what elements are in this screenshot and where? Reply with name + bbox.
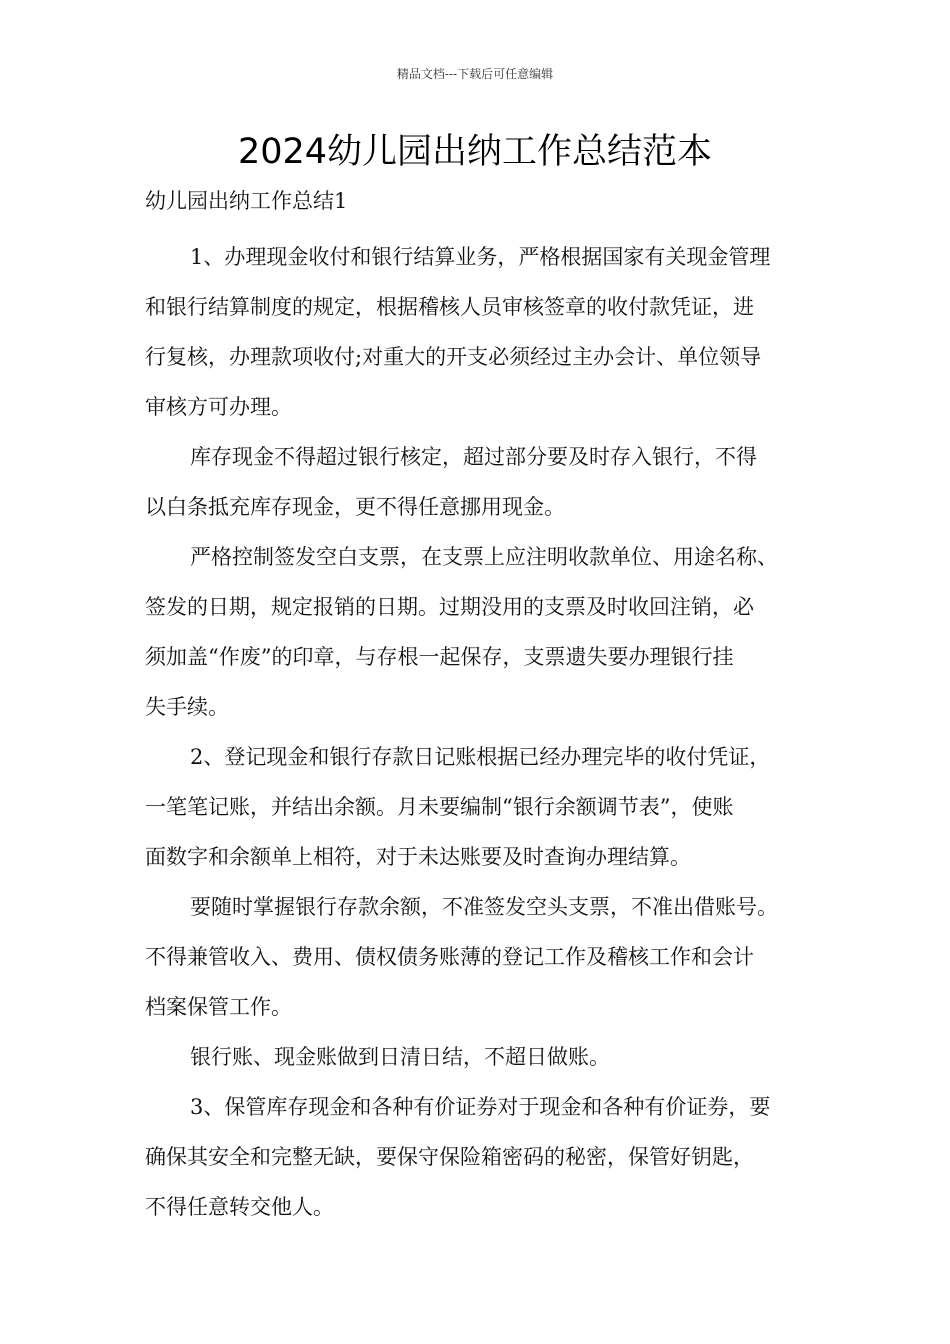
paragraph-line: 失手续。 xyxy=(145,695,229,719)
paragraph-line: 签发的日期，规定报销的日期。过期没用的支票及时收回注销，必 xyxy=(145,595,754,619)
paragraph-line: 和银行结算制度的规定，根据稽核人员审核签章的收付款凭证，进 xyxy=(145,295,754,319)
paragraph-6 xyxy=(145,1032,825,1082)
document-title: 2024幼儿园出纳工作总结范本 xyxy=(237,132,713,172)
paragraph-line: 行复核，办理款项收付;对重大的开支必须经过主办会计、单位领导 xyxy=(145,345,762,369)
paragraph-line: 要随时掌握银行存款余额，不准签发空头支票，不准出借账号。 xyxy=(190,895,778,919)
paragraph-7 xyxy=(145,1082,825,1232)
paragraph-line: 确保其安全和完整无缺，要保守保险箱密码的秘密，保管好钥匙， xyxy=(145,1145,754,1169)
paragraph-line: 严格控制签发空白支票，在支票上应注明收款单位、用途名称、 xyxy=(190,545,778,569)
paragraph-2 xyxy=(145,432,825,532)
paragraph-line: 以白条抵充库存现金，更不得任意挪用现金。 xyxy=(145,495,565,519)
paragraph-line: 一笔笔记账，并结出余额。月未要编制“银行余额调节表”，使账 xyxy=(145,795,734,819)
paragraph-line: 面数字和余额单上相符，对于未达账要及时查询办理结算。 xyxy=(145,845,691,869)
paragraph-line: 2、登记现金和银行存款日记账根据已经办理完毕的收付凭证， xyxy=(190,745,771,769)
header-note: 精品文档---下载后可任意编辑 xyxy=(396,67,554,81)
document-body xyxy=(145,184,825,1232)
paragraph-line: 3、保管库存现金和各种有价证券对于现金和各种有价证券，要 xyxy=(190,1095,771,1119)
paragraph-line: 须加盖“作废”的印章，与存根一起保存，支票遗失要办理银行挂 xyxy=(145,645,734,669)
paragraph-5 xyxy=(145,882,825,1032)
paragraph-line: 不得兼管收入、费用、债权债务账薄的登记工作及稽核工作和会计 xyxy=(145,945,754,969)
paragraph-line: 库存现金不得超过银行核定，超过部分要及时存入银行，不得 xyxy=(190,445,757,469)
paragraph-line: 银行账、现金账做到日清日结，不超日做账。 xyxy=(190,1045,610,1069)
paragraph-line: 不得任意转交他人。 xyxy=(145,1195,334,1219)
paragraph-4 xyxy=(145,732,825,882)
paragraph-line: 1、办理现金收付和银行结算业务，严格根据国家有关现金管理 xyxy=(190,245,771,269)
paragraph-3 xyxy=(145,532,825,732)
section-subtitle: 幼儿园出纳工作总结1 xyxy=(145,189,348,213)
paragraph-line: 档案保管工作。 xyxy=(145,995,292,1019)
paragraph-line: 审核方可办理。 xyxy=(145,395,292,419)
paragraph-1 xyxy=(145,232,825,432)
